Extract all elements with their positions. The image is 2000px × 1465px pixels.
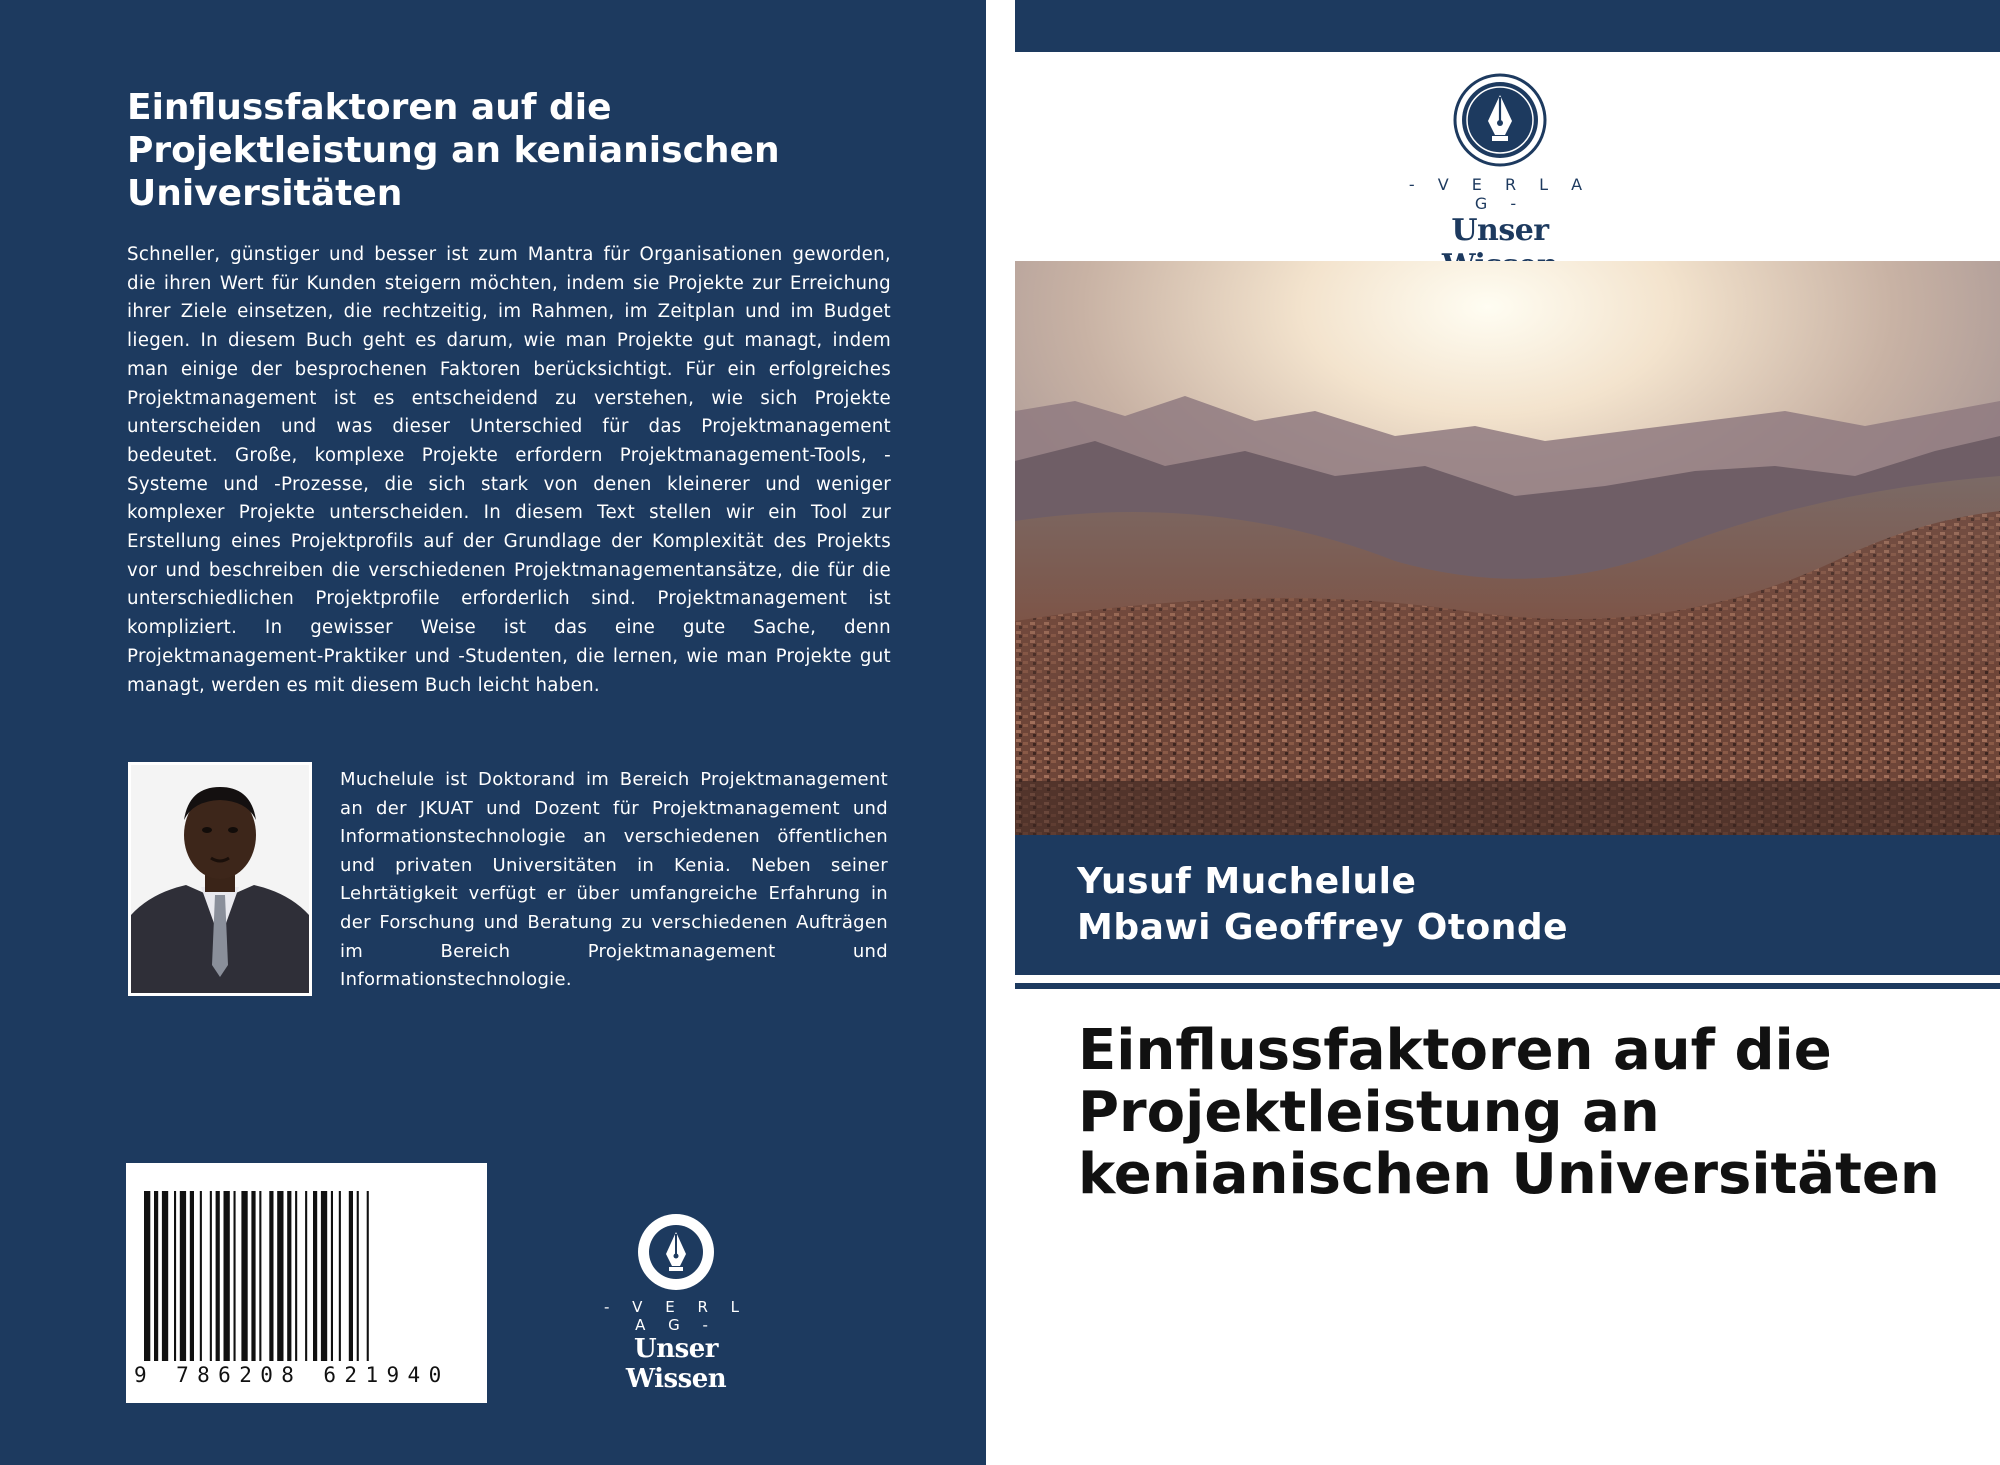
barcode-bar	[200, 1191, 202, 1361]
barcode-bar	[321, 1191, 327, 1361]
pen-nib-seal-icon	[636, 1212, 716, 1292]
author-bio: Muchelule ist Doktorand im Bereich Projektmanagement an der JKUAT und Dozent für Projektmanagement und Informationstechnologie an verschiedenen öffentlichen und privaten Universitäten in Kenia. Neben seiner Lehrtätigkeit verfügt er über umfangreiche Erfahrung in der Forschung und Beratung zu verschiedenen Aufträgen im Bereich Projektmanagement und Informationstechnologie.	[340, 769, 888, 991]
cover-photo	[1015, 261, 2000, 835]
pen-nib-icon	[1453, 73, 1547, 167]
barcode-bar	[269, 1191, 273, 1361]
barcode-bar	[349, 1191, 353, 1361]
barcode-bar	[331, 1191, 333, 1361]
city-valley-sunset-photo	[1015, 261, 2000, 835]
barcode-bar	[259, 1191, 261, 1361]
barcode-bar	[241, 1191, 247, 1361]
barcode-bar	[216, 1191, 220, 1361]
front-divider-rule	[1015, 983, 2000, 989]
back-cover-blurb: Schneller, günstiger und besser ist zum Mantra für Organisationen geworden, die ihren Wert für Kunden steigern möchten, indem sie Projekte zur Erreichung ihrer Ziele einsetzen, die rechtzeitig, im Rahmen, im Zeitplan und im Budget liegen. In diesem Buch geht es darum, wie man Projekte gut managt, indem man einige der besprochenen Faktoren berücksichtigt. Für ein erfolgreiches Projektmanagement ist es entscheidend zu verstehen, wie sich Projekte unterscheiden und was dieser Unterschied für das Projektmanagement bedeutet. Große, komplexe Projekte erfordern Projektmanagement-Tools, -Systeme und -Prozesse, die sich stark von denen kleinerer und weniger komplexer Projekte unterscheiden. In diesem Text stellen wir ein Tool zur Erstellung eines Projektprofils auf der Grundlage der Komplexität des Projekts vor und beschreiben die verschiedenen Projektmanagementansätze, die für die unterschiedlichen Projektprofile erforderlich sind. Projektmanagement ist kompliziert. In gewisser Weise ist das eine gute Sache, denn Projektmanagement-Praktiker und -Studenten, die lernen, wie man Projekte gut managt, werden es mit diesem Buch leicht haben.	[127, 244, 891, 696]
barcode-bar	[190, 1191, 194, 1361]
back-logo-verlag: - V E R L A G -	[603, 1298, 748, 1334]
barcode-bars	[144, 1191, 469, 1361]
author-band	[1015, 835, 2000, 975]
front-publisher-logo	[1395, 73, 1605, 283]
barcode-bar	[313, 1191, 317, 1361]
author-name-1: Yusuf Muchelule	[1077, 861, 1417, 902]
front-top-bar	[1015, 0, 2000, 52]
author-names	[1077, 859, 1568, 951]
spine-gap	[986, 0, 1015, 1465]
barcode-bar	[357, 1191, 359, 1361]
barcode-bar	[180, 1191, 186, 1361]
barcode-bar	[210, 1191, 212, 1361]
author-name-2: Mbawi Geoffrey Otonde	[1077, 907, 1569, 948]
author-portrait-image	[131, 765, 309, 993]
barcode-bar	[251, 1191, 255, 1361]
barcode-bar	[234, 1191, 236, 1361]
barcode-bar	[144, 1191, 150, 1361]
barcode-bar	[305, 1191, 307, 1361]
front-logo-verlag: - V E R L A G -	[1408, 175, 1592, 213]
barcode-bar	[154, 1191, 158, 1361]
isbn-barcode	[126, 1163, 487, 1403]
barcode-bar	[295, 1191, 297, 1361]
front-logo-name: Unser	[1451, 213, 1549, 248]
barcode-bar	[224, 1191, 230, 1361]
barcode-bar	[174, 1191, 176, 1361]
barcode-bar	[162, 1191, 168, 1361]
barcode-bar	[367, 1191, 369, 1361]
author-photo	[128, 762, 312, 996]
barcode-bar	[277, 1191, 283, 1361]
isbn-digits: 9 786208 621940	[134, 1363, 450, 1387]
barcode-bar	[339, 1191, 341, 1361]
back-cover-title: Einflussfaktoren auf die Projektleistung an kenianischen Universitäten	[127, 87, 780, 214]
barcode-bar	[287, 1191, 291, 1361]
front-cover-title: Einflussfaktoren auf die Projektleistung an kenianischen Universitäten	[1078, 1018, 1940, 1207]
back-publisher-logo	[588, 1212, 764, 1394]
back-logo-name: Unser Wissen	[625, 1334, 727, 1394]
